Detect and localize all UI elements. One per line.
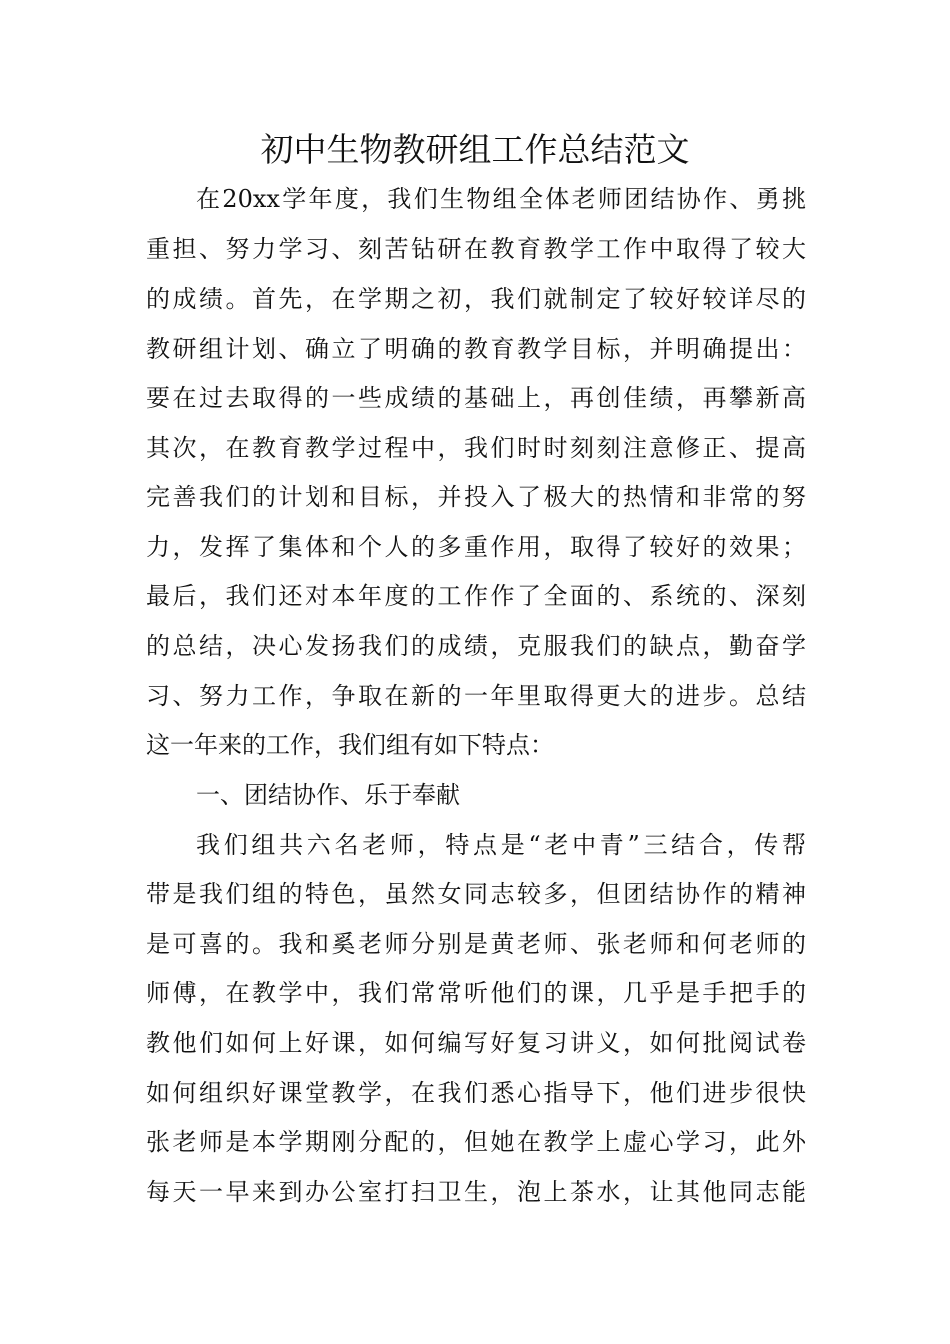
paragraph-line: 教他们如何上好课，如何编写好复习讲义，如何批阅试卷 — [146, 1029, 806, 1057]
paragraph-line: 每天一早来到办公室打扫卫生，泡上茶水，让其他同志能 — [146, 1178, 806, 1206]
paragraph-line: 习、努力工作，争取在新的一年里取得更大的进步。总结 — [146, 682, 806, 710]
paragraph-line: 张老师是本学期刚分配的，但她在教学上虚心学习，此外 — [146, 1128, 806, 1156]
paragraph-line: 教研组计划、确立了明确的教育教学目标，并明确提出： — [146, 335, 806, 363]
paragraph-line: 要在过去取得的一些成绩的基础上，再创佳绩，再攀新高 — [146, 384, 806, 412]
paragraph-line: 的成绩。首先，在学期之初，我们就制定了较好较详尽的 — [146, 285, 806, 313]
paragraph-line: 如何组织好课堂教学，在我们悉心指导下，他们进步很快 — [146, 1079, 806, 1107]
paragraph-line: 师傅，在教学中，我们常常听他们的课，几乎是手把手的 — [146, 979, 806, 1007]
document-title: 初中生物教研组工作总结范文 — [260, 130, 690, 169]
paragraph-line: 是可喜的。我和奚老师分别是黄老师、张老师和何老师的 — [146, 930, 806, 958]
paragraph-line: 最后，我们还对本年度的工作作了全面的、系统的、深刻 — [146, 582, 806, 610]
paragraph-line: 完善我们的计划和目标，并投入了极大的热情和非常的努 — [146, 483, 806, 511]
paragraph-line: 的总结，决心发扬我们的成绩，克服我们的缺点，勤奋学 — [146, 632, 806, 660]
paragraph-line: 重担、努力学习、刻苦钻研在教育教学工作中取得了较大 — [146, 235, 806, 263]
section-heading: 一、团结协作、乐于奉献 — [196, 781, 460, 809]
paragraph-line: 在20xx学年度，我们生物组全体老师团结协作、勇挑 — [196, 185, 806, 213]
paragraph-line: 这一年来的工作，我们组有如下特点： — [146, 731, 554, 759]
paragraph-line: 其次，在教育教学过程中，我们时时刻刻注意修正、提高 — [146, 434, 806, 462]
paragraph-line: 我们组共六名老师，特点是“老中青”三结合，传帮 — [196, 831, 806, 859]
paragraph-line: 带是我们组的特色，虽然女同志较多，但团结协作的精神 — [146, 880, 806, 908]
paragraph-line: 力，发挥了集体和个人的多重作用，取得了较好的效果； — [146, 533, 806, 561]
